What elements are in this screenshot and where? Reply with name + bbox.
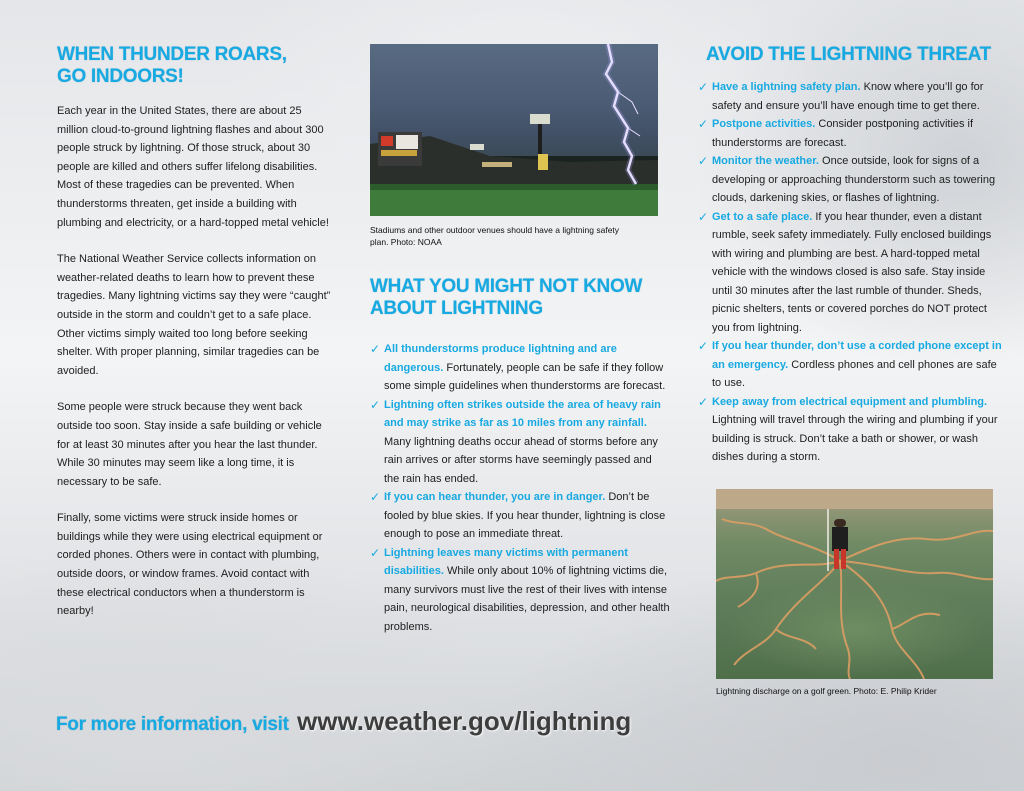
checkmark-icon: ✓ [370, 397, 381, 412]
left-heading-line1: WHEN THUNDER ROARS, [57, 44, 287, 65]
middle-heading-line1: WHAT YOU MIGHT NOT KNOW [370, 276, 643, 297]
stadium-photo-caption: Stadiums and other outdoor venues should have a lightning safety plan. Photo: NOAA [370, 225, 620, 247]
middle-heading-line2: ABOUT LIGHTNING [370, 298, 543, 319]
tip-text: If you hear thunder, even a distant rumble, seek safety immediately. Fully enclosed buildings with wiring and plumbing are best. A hard-topped metal vehicle with the windows closed is also safe. Stay inside until 30 minutes after the last rumble of thunder. Sheds, picnic shelters, tents or covered porches do NOT protect you from lightning. [712, 210, 992, 334]
list-item [370, 488, 670, 544]
list-item [370, 340, 670, 396]
fact-lead: All thunderstorms produce lightning and are dangerous. [384, 343, 617, 374]
tip-lead: Keep away from electrical equipment and plumbling. [712, 395, 988, 408]
stadium-lightning-photo [370, 44, 658, 216]
checkmark-icon: ✓ [698, 80, 709, 94]
tip-text: Know where you’ll go for safety and ensure you’ll have enough time to get there. [712, 81, 984, 112]
footer-url-link[interactable]: www.weather.gov/lightning [297, 706, 632, 736]
checkmark-icon: ✓ [370, 342, 381, 356]
footer-lead-text: For more information, visit [56, 714, 289, 735]
tip-lead: Get to a safe place. [712, 210, 813, 223]
checkmark-icon: ✓ [698, 117, 709, 131]
golf-green-scene [716, 489, 993, 679]
fact-text: While only about 10% of lightning victims die, many survivors must live the rest of their lives with intense pain, neurological disabilities, depression, and other health problems. [384, 565, 670, 633]
golf-photo-caption: Lightning discharge on a golf green. Photo: E. Philip Krider [716, 685, 937, 696]
left-panel [57, 44, 332, 621]
tip-lead: Monitor the weather. [712, 155, 819, 167]
checkmark-icon: ✓ [698, 154, 709, 168]
left-paragraph-4: Finally, some victims were struck inside homes or buildings while they were using electrical equipment or corded phones. Others were in contact with plumbing, outside doors, or window frames. Avoid contact with these electrical conductors when a thunderstorm is nearby! [57, 512, 323, 618]
right-panel [698, 44, 1003, 705]
fact-text: Don’t be fooled by blue skies. If you hear thunder, lightning is close enough to pose an immediate threat. [384, 491, 666, 540]
left-paragraph-3: Some people were struck because they went back outside too soon. Stay inside a safe building or vehicle for at least 30 minutes after you hear the last thunder. While 30 minutes may seem like a long time, it is necessary to be safe. [57, 401, 322, 488]
tip-lead: Have a lightning safety plan. [712, 81, 861, 93]
checkmark-icon: ✓ [698, 339, 709, 353]
list-item [698, 208, 1003, 338]
list-item [698, 78, 1003, 115]
tip-lead: If you hear thunder, don’t use a corded phone except in an emergency. [712, 340, 1002, 371]
checkmark-icon: ✓ [698, 394, 709, 409]
tip-text: Once outside, look for signs of a developing or approaching thunderstorm such as towering clouds, darkening skies, or flashes of lightning. [712, 155, 996, 204]
footer [56, 706, 631, 737]
right-heading: AVOID THE LIGHTNING THREAT [706, 44, 991, 65]
lightning-facts-list [370, 340, 670, 636]
list-item [370, 396, 670, 489]
list-item [698, 115, 1003, 152]
safety-tips-list [698, 78, 1003, 467]
fact-text: Fortunately, people can be safe if they follow some simple guidelines when thunderstorms are forecast. [384, 361, 666, 392]
checkmark-icon: ✓ [370, 490, 381, 504]
list-item [698, 152, 1003, 208]
checkmark-icon: ✓ [698, 209, 709, 224]
checkmark-icon: ✓ [370, 545, 381, 560]
stadium-scene [370, 44, 658, 216]
tip-text: Consider postponing activities if thunderstorms are forecast. [712, 118, 974, 149]
left-paragraph-2: The National Weather Service collects information on weather-related deaths to learn how to prevent these tragedies. Many lightning victims say they were “caught” outside in the storm and couldn’t get to a safe place. Other victims simply waited too long before seeking shelter. With proper planning, similar tragedies can be avoided. [57, 253, 331, 377]
left-heading-line2: GO INDOORS! [57, 66, 184, 87]
middle-panel [370, 44, 670, 636]
tip-text: Cordless phones and cell phones are safe to use. [712, 358, 997, 389]
list-item [698, 337, 1003, 393]
fact-lead: If you can hear thunder, you are in danger. [384, 491, 606, 503]
middle-heading [370, 276, 670, 320]
list-item [370, 544, 670, 637]
left-heading [57, 44, 287, 88]
fact-lead: Lightning often strikes outside the area of heavy rain and may strike as far as 10 miles from any rainfall. [384, 398, 661, 429]
fact-text: Many lightning deaths occur ahead of storms before any rain arrives or after storms have seemingly passed and the rain has ended. [384, 435, 658, 485]
left-paragraph-1: Each year in the United States, there are about 25 million cloud-to-ground lightning flashes and about 300 people struck by lightning. Of those struck, about 30 people are killed and others suffer lifelong disabilities. Most of these tragedies can be prevented. When thunderstorms threaten, get inside a building with plumbing and electricity, or a hard-topped metal vehicle! [57, 105, 329, 229]
tip-lead: Postpone activities. [712, 118, 816, 130]
list-item [698, 393, 1003, 467]
tip-text: Lightning will travel through the wiring and plumbing if your building is struck. Don’t take a bath or shower, or wash dishes during a storm. [712, 414, 998, 463]
golf-green-photo [716, 489, 993, 679]
fact-lead: Lightning leaves many victims with permanent disabilities. [384, 546, 628, 577]
